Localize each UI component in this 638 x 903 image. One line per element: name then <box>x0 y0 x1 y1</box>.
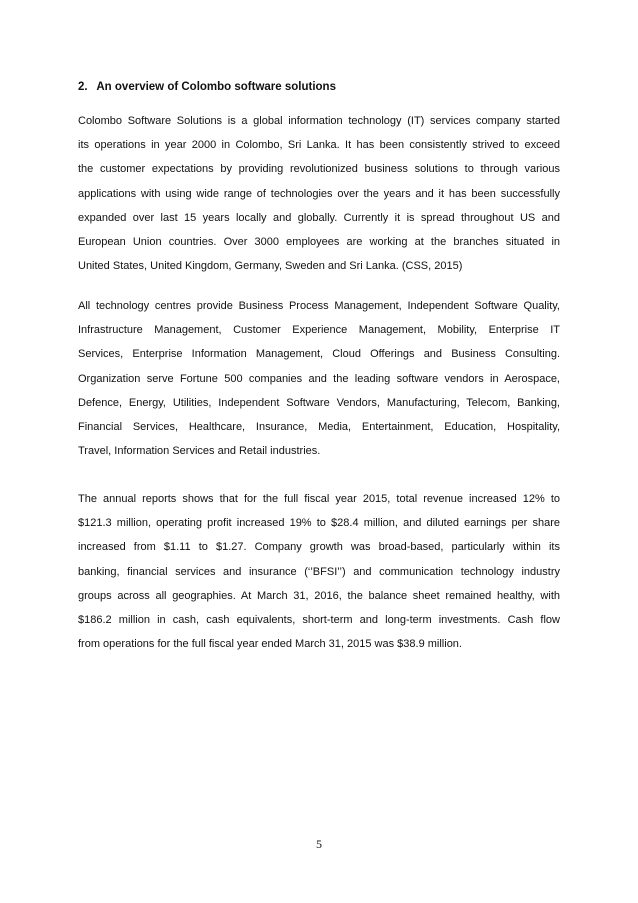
text-line: its operations in year 2000 in Colombo, Sri Lanka. It has been consistently strived to exceed <box>78 139 560 152</box>
text-line: expanded over last 15 years locally and globally. Currently it is spread throughout US and <box>78 211 560 224</box>
text-line: Colombo Software Solutions is a global information technology (IT) services company started <box>78 115 560 127</box>
text-line: from operations for the full fiscal year ended March 31, 2015 was $38.9 million. <box>78 638 462 651</box>
text-line: Defence, Energy, Utilities, Independent Software Vendors, Manufacturing, Telecom, Banking, <box>78 396 560 409</box>
text-line: increased from $1.11 to $1.27. Company growth was broad-based, particularly within its <box>78 541 560 554</box>
text-line: All technology centres provide Business Process Management, Independent Software Quality, <box>78 300 560 312</box>
text-line: Organization serve Fortune 500 companies and the leading software vendors in Aerospace, <box>78 372 560 385</box>
section-heading <box>78 80 336 94</box>
text-line: groups across all geographies. At March 31, 2016, the balance sheet remained healthy, with <box>78 589 560 602</box>
text-line: Financial Services, Healthcare, Insurance, Media, Entertainment, Education, Hospitality, <box>78 420 560 433</box>
text-line: $186.2 million in cash, cash equivalents, short-term and long-term investments. Cash flow <box>78 613 560 626</box>
text-line: Travel, Information Services and Retail industries. <box>78 445 321 458</box>
text-line: The annual reports shows that for the full fiscal year 2015, total revenue increased 12% to <box>78 493 560 505</box>
paragraph-technology-centres <box>78 299 560 468</box>
text-line: banking, financial services and insurance (‘’BFSI’’) and communication technology industry <box>78 565 560 578</box>
text-line: United States, United Kingdom, Germany, Sweden and Sri Lanka. (CSS, 2015) <box>78 260 463 273</box>
text-line: the customer expectations by providing revolutionized business solutions to through various <box>78 163 560 176</box>
text-line: European Union countries. Over 3000 employees are working at the branches situated in <box>78 235 560 248</box>
text-line: Services, Enterprise Information Management, Cloud Offerings and Business Consulting. <box>78 348 560 361</box>
section-number: 2. <box>78 81 88 93</box>
text-line: applications with using wide range of technologies over the years and it has been successfully <box>78 187 560 200</box>
text-line: $121.3 million, operating profit increased 19% to $28.4 million, and diluted earnings per share <box>78 517 560 530</box>
paragraph-annual-report <box>78 492 560 661</box>
section-title: An overview of Colombo software solutions <box>96 81 336 93</box>
paragraph-overview <box>78 114 560 283</box>
text-line: Infrastructure Management, Customer Experience Management, Mobility, Enterprise IT <box>78 324 560 337</box>
page-number: 5 <box>316 837 322 851</box>
